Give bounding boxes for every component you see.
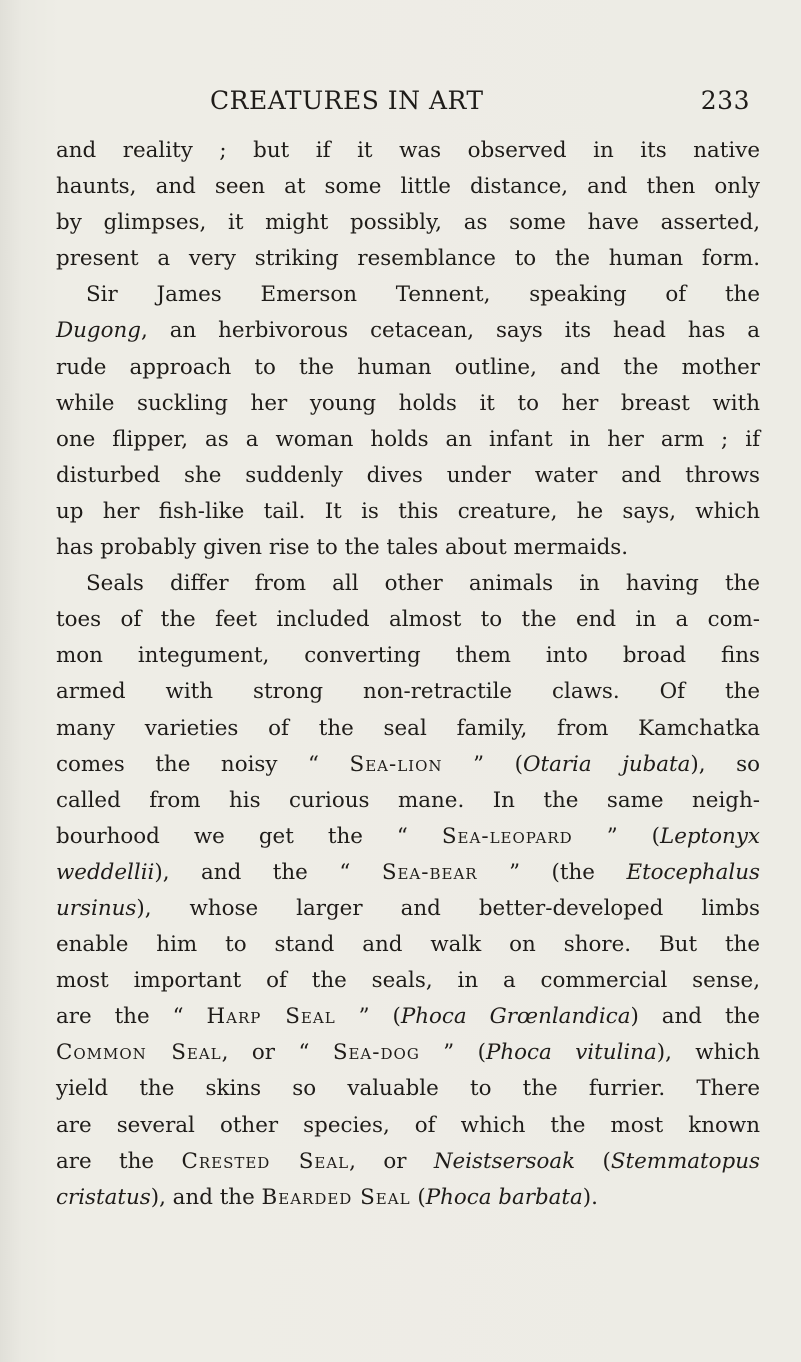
text-line: has probably given rise to the tales about mermaids.: [56, 535, 629, 561]
text-line: mon integument, converting them into broad fins: [56, 643, 760, 669]
page-number: 233: [700, 86, 750, 115]
running-title: CREATURES IN ART: [210, 86, 484, 115]
text-line: disturbed she suddenly dives under water and throws: [56, 462, 760, 488]
text-line: present a very striking resemblance to the human form.: [56, 246, 760, 272]
text-line: bourhood we get the “ Sea-leopard ” (Leptonyx: [56, 823, 760, 849]
text-line: most important of the seals, in a commercial sense,: [56, 968, 760, 994]
text-line: weddellii), and the “ Sea-bear ” (the Etocephalus: [56, 859, 760, 885]
text-line: are the “ Harp Seal ” (Phoca Grœnlandica) and the: [56, 1004, 760, 1030]
text-line: toes of the feet included almost to the end in a com-: [56, 607, 760, 633]
common-name: Sea-lion: [349, 751, 443, 777]
common-name: Crested Seal: [181, 1148, 350, 1174]
common-name: Bearded Seal: [261, 1184, 411, 1210]
species-name: Dugong: [56, 318, 141, 344]
common-name: Harp Seal: [206, 1004, 336, 1030]
text-line: are the Crested Seal, or Neistsersoak (Stemmatopus: [56, 1148, 760, 1174]
species-name: Etocephalus: [626, 859, 760, 885]
species-name: Phoca barbata: [425, 1184, 583, 1210]
common-name: Sea-bear: [381, 859, 478, 885]
text-line: armed with strong non-retractile claws. Of the: [56, 679, 760, 705]
common-name: Sea-dog: [332, 1040, 420, 1066]
body-text: [56, 133, 760, 1216]
text-line: are several other species, of which the most known: [56, 1112, 760, 1138]
text-line: ursinus), whose larger and better-developed limbs: [56, 895, 760, 921]
text-line: cristatus), and the Bearded Seal (Phoca barbata).: [56, 1184, 598, 1210]
text-line: Sir James Emerson Tennent, speaking of the: [86, 282, 760, 308]
common-name: Common Seal: [56, 1040, 222, 1066]
text-line: Common Seal, or “ Sea-dog ” (Phoca vitulina), which: [56, 1040, 760, 1066]
species-name: ursinus: [56, 895, 137, 921]
text-line: up her fish-like tail. It is this creature, he says, which: [56, 498, 760, 524]
species-name: Otaria jubata: [522, 751, 691, 777]
species-name: Phoca vitulina: [485, 1040, 657, 1066]
text-line: Seals differ from all other animals in having the: [86, 571, 760, 597]
species-name: weddellii: [56, 859, 155, 885]
running-header: [210, 86, 750, 126]
text-line: called from his curious mane. In the same neigh-: [56, 787, 760, 813]
species-name: Neistsersoak: [433, 1148, 576, 1174]
text-line: enable him to stand and walk on shore. But the: [56, 932, 760, 958]
text-line: many varieties of the seal family, from Kamchatka: [56, 715, 760, 741]
text-line: Dugong, an herbivorous cetacean, says its head has a: [56, 318, 760, 344]
text-line: yield the skins so valuable to the furrier. There: [56, 1076, 760, 1102]
species-name: cristatus: [56, 1184, 151, 1210]
text-line: while suckling her young holds it to her breast with: [56, 390, 760, 416]
species-name: Stemmatopus: [610, 1148, 760, 1174]
species-name: Phoca Grœnlandica: [400, 1004, 631, 1030]
species-name: Leptonyx: [660, 823, 760, 849]
text-line: by glimpses, it might possibly, as some have asserted,: [56, 210, 760, 236]
text-line: haunts, and seen at some little distance, and then only: [56, 174, 760, 200]
text-line: comes the noisy “ Sea-lion ” (Otaria jubata), so: [56, 751, 760, 777]
text-line: and reality ; but if it was observed in its native: [56, 138, 760, 163]
text-line: one flipper, as a woman holds an infant in her arm ; if: [56, 426, 760, 452]
text-line: rude approach to the human outline, and the mother: [56, 354, 760, 380]
common-name: Sea-leopard: [441, 823, 573, 849]
